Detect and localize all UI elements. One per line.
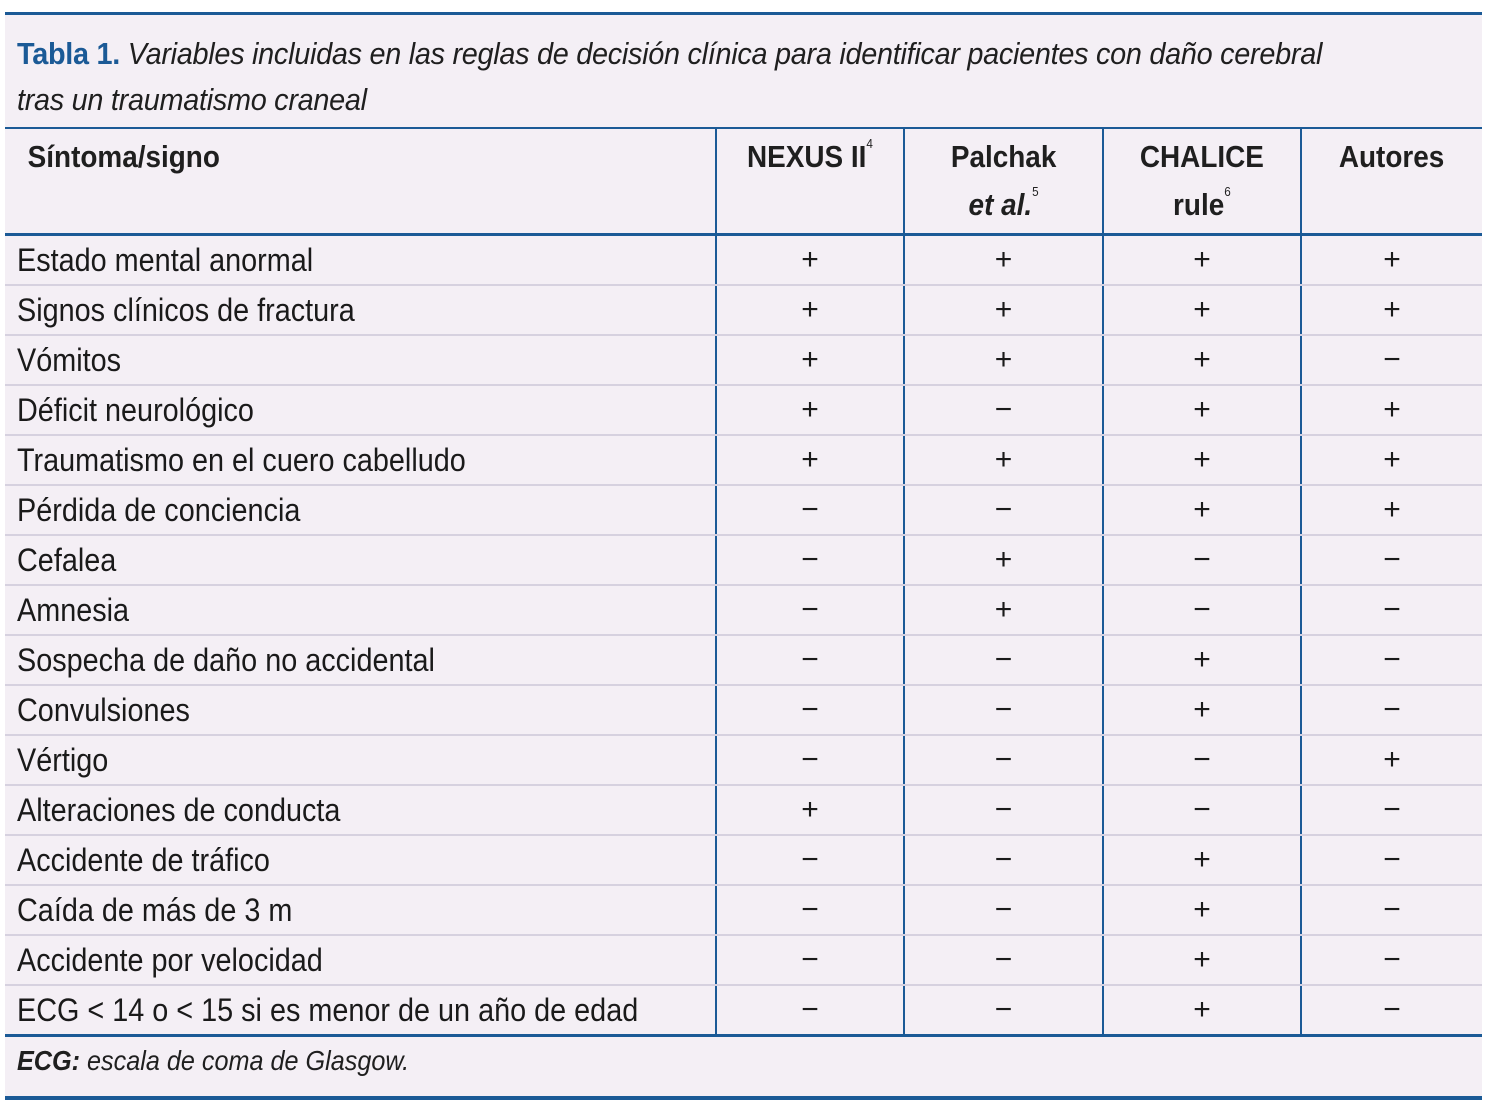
value-cell: − bbox=[716, 635, 904, 685]
table-row bbox=[5, 485, 1482, 535]
symptom-cell: Caída de más de 3 m bbox=[5, 885, 716, 935]
value-cell: + bbox=[1103, 235, 1301, 286]
symptom-cell: Amnesia bbox=[5, 585, 716, 635]
table-row bbox=[5, 835, 1482, 885]
value-cell: + bbox=[1103, 935, 1301, 985]
value-cell: + bbox=[1301, 435, 1482, 485]
caption-text: Variables incluidas en las reglas de decisión clínica para identificar pacientes con daño cerebral tras un traumatismo craneal bbox=[17, 36, 1323, 117]
value-cell: − bbox=[1301, 835, 1482, 885]
symptom-cell: ECG < 14 o < 15 si es menor de un año de edad bbox=[5, 985, 716, 1036]
value-cell: − bbox=[716, 485, 904, 535]
value-cell: + bbox=[1103, 885, 1301, 935]
symptom-cell: Vértigo bbox=[5, 735, 716, 785]
value-cell: + bbox=[1103, 285, 1301, 335]
value-cell: + bbox=[716, 235, 904, 286]
value-cell: − bbox=[904, 785, 1103, 835]
value-cell: − bbox=[904, 635, 1103, 685]
symptom-cell: Vómitos bbox=[5, 335, 716, 385]
value-cell: + bbox=[1103, 485, 1301, 535]
header-palchak: Palchak et al.$^5$ bbox=[904, 128, 1103, 235]
table-row bbox=[5, 585, 1482, 635]
symptom-cell: Déficit neurológico bbox=[5, 385, 716, 435]
value-cell: − bbox=[1301, 635, 1482, 685]
table-row bbox=[5, 635, 1482, 685]
symptom-cell: Traumatismo en el cuero cabelludo bbox=[5, 435, 716, 485]
value-cell: + bbox=[716, 435, 904, 485]
value-cell: + bbox=[1103, 635, 1301, 685]
value-cell: − bbox=[716, 585, 904, 635]
value-cell: − bbox=[716, 535, 904, 585]
value-cell: − bbox=[716, 835, 904, 885]
value-cell: − bbox=[1301, 685, 1482, 735]
value-cell: − bbox=[1301, 785, 1482, 835]
value-cell: + bbox=[1103, 385, 1301, 435]
value-cell: − bbox=[904, 485, 1103, 535]
footnote-text: escala de coma de Glasgow. bbox=[80, 1045, 410, 1076]
value-cell: + bbox=[1301, 485, 1482, 535]
value-cell: + bbox=[716, 385, 904, 435]
value-cell: − bbox=[904, 735, 1103, 785]
header-row bbox=[5, 128, 1482, 235]
symptom-cell: Sospecha de daño no accidental bbox=[5, 635, 716, 685]
value-cell: − bbox=[1103, 735, 1301, 785]
caption-label: Tabla 1. bbox=[17, 36, 120, 71]
table-row bbox=[5, 785, 1482, 835]
value-cell: − bbox=[1301, 885, 1482, 935]
value-cell: − bbox=[1103, 535, 1301, 585]
header-nexus: NEXUS $II^4$ bbox=[716, 128, 904, 235]
value-cell: + bbox=[904, 235, 1103, 286]
symptom-cell: Signos clínicos de fractura bbox=[5, 285, 716, 335]
table-row bbox=[5, 685, 1482, 735]
value-cell: − bbox=[1301, 335, 1482, 385]
table-body bbox=[5, 235, 1482, 1036]
value-cell: − bbox=[716, 685, 904, 735]
symptom-cell: Convulsiones bbox=[5, 685, 716, 735]
header-symptom: Síntoma/signo bbox=[5, 128, 716, 235]
value-cell: − bbox=[1301, 535, 1482, 585]
value-cell: + bbox=[716, 335, 904, 385]
symptom-cell: Cefalea bbox=[5, 535, 716, 585]
value-cell: − bbox=[904, 885, 1103, 935]
header-autores: Autores bbox=[1301, 128, 1482, 235]
value-cell: + bbox=[1301, 385, 1482, 435]
table-panel bbox=[5, 12, 1482, 1100]
value-cell: + bbox=[1103, 335, 1301, 385]
table-caption bbox=[17, 31, 1356, 123]
value-cell: + bbox=[1103, 985, 1301, 1036]
value-cell: − bbox=[904, 385, 1103, 435]
table-row bbox=[5, 285, 1482, 335]
footnote-abbr: ECG: bbox=[17, 1045, 80, 1076]
value-cell: + bbox=[1103, 835, 1301, 885]
value-cell: + bbox=[1301, 235, 1482, 286]
table-row bbox=[5, 735, 1482, 785]
value-cell: − bbox=[1301, 985, 1482, 1036]
value-cell: + bbox=[904, 335, 1103, 385]
value-cell: − bbox=[904, 685, 1103, 735]
header-chalice: CHALICE rule$^6$ bbox=[1103, 128, 1301, 235]
symptom-cell: Estado mental anormal bbox=[5, 235, 716, 286]
table-footnote bbox=[17, 1045, 409, 1077]
value-cell: + bbox=[1301, 735, 1482, 785]
value-cell: − bbox=[1301, 935, 1482, 985]
value-cell: + bbox=[716, 785, 904, 835]
value-cell: − bbox=[716, 985, 904, 1036]
value-cell: + bbox=[904, 285, 1103, 335]
value-cell: − bbox=[904, 835, 1103, 885]
value-cell: − bbox=[904, 935, 1103, 985]
symptom-cell: Accidente por velocidad bbox=[5, 935, 716, 985]
value-cell: + bbox=[1103, 685, 1301, 735]
value-cell: − bbox=[904, 985, 1103, 1036]
table-row bbox=[5, 985, 1482, 1036]
table-row bbox=[5, 385, 1482, 435]
value-cell: + bbox=[1301, 285, 1482, 335]
table-row bbox=[5, 535, 1482, 585]
value-cell: + bbox=[1103, 435, 1301, 485]
value-cell: − bbox=[716, 885, 904, 935]
table-row bbox=[5, 885, 1482, 935]
table-row bbox=[5, 235, 1482, 286]
value-cell: + bbox=[904, 585, 1103, 635]
symptom-cell: Alteraciones de conducta bbox=[5, 785, 716, 835]
table-row bbox=[5, 435, 1482, 485]
value-cell: + bbox=[904, 435, 1103, 485]
value-cell: + bbox=[904, 535, 1103, 585]
table-row bbox=[5, 335, 1482, 385]
symptom-cell: Pérdida de conciencia bbox=[5, 485, 716, 535]
value-cell: − bbox=[716, 935, 904, 985]
symptom-cell: Accidente de tráfico bbox=[5, 835, 716, 885]
value-cell: − bbox=[1103, 585, 1301, 635]
value-cell: + bbox=[716, 285, 904, 335]
table-row bbox=[5, 935, 1482, 985]
value-cell: − bbox=[1301, 585, 1482, 635]
variables-table bbox=[5, 127, 1482, 1037]
value-cell: − bbox=[1103, 785, 1301, 835]
value-cell: − bbox=[716, 735, 904, 785]
